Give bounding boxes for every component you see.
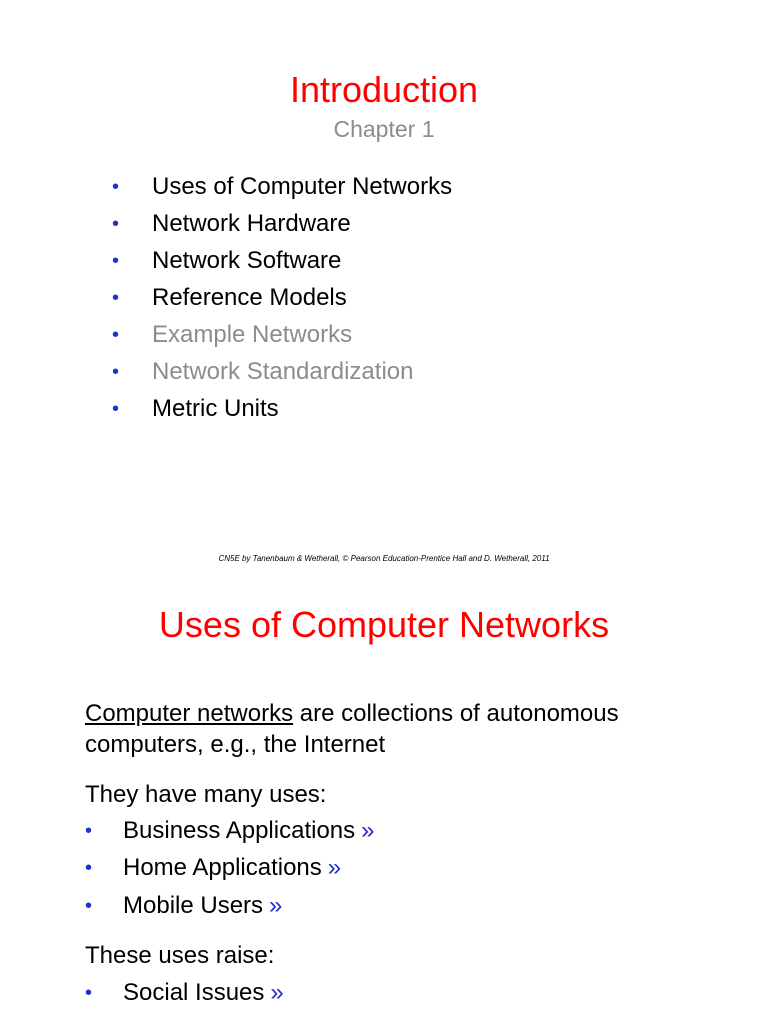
list-item: [0, 392, 768, 426]
list-item-label: Business Applications: [123, 817, 356, 844]
link-arrow-icon[interactable]: »: [327, 854, 342, 881]
list-item: [0, 355, 768, 389]
list-item-label: Home Applications: [123, 854, 322, 881]
bullet-icon: •: [112, 398, 120, 420]
list-item-label: Network Hardware: [152, 210, 351, 237]
slide-subtitle: Chapter 1: [333, 116, 435, 142]
bullet-icon: •: [112, 287, 120, 309]
list-item-label: Network Standardization: [152, 358, 414, 385]
bullet-icon: •: [112, 250, 120, 272]
bullet-icon: •: [85, 820, 93, 842]
list-item: [0, 976, 768, 1010]
bullet-icon: •: [112, 176, 120, 198]
list-item: [0, 318, 768, 352]
slide-title: Uses of Computer Networks: [158, 604, 610, 645]
bullet-icon: •: [112, 213, 120, 235]
intro-text: are collections of autonomous: [293, 700, 619, 727]
list-item-label: Mobile Users: [123, 892, 264, 919]
list-item-label: Social Issues: [123, 979, 265, 1006]
list-item-label: Uses of Computer Networks: [152, 173, 453, 200]
list-item-label: Example Networks: [152, 321, 353, 348]
bullet-icon: •: [112, 324, 120, 346]
list-item: [0, 851, 768, 885]
list-item-label: Metric Units: [152, 395, 279, 422]
copyright-footer: CN5E by Tanenbaum & Wetherall, © Pearson Education-Prentice Hall and D. Wetherall, 2011: [218, 554, 550, 563]
link-arrow-icon[interactable]: »: [269, 892, 283, 919]
intro-term: Computer networks: [85, 700, 294, 727]
bullet-icon: •: [112, 361, 120, 383]
list-item: [0, 281, 768, 315]
link-arrow-icon[interactable]: »: [270, 979, 284, 1006]
list-item: [0, 207, 768, 241]
uses-heading: They have many uses:: [85, 781, 327, 808]
bullet-icon: •: [85, 857, 93, 879]
list-item-label: Reference Models: [152, 284, 347, 311]
bullet-icon: •: [85, 982, 93, 1004]
list-item: [0, 170, 768, 204]
list-item-label: Network Software: [152, 247, 342, 274]
intro-paragraph-line-2: computers, e.g., the Internet: [85, 731, 386, 758]
intro-paragraph: [85, 698, 619, 729]
list-item: [0, 814, 768, 848]
link-arrow-icon[interactable]: »: [361, 817, 375, 844]
list-item: [0, 244, 768, 278]
bullet-icon: •: [85, 895, 93, 917]
raise-heading: These uses raise:: [85, 942, 275, 969]
list-item: [0, 889, 768, 923]
slide-title: Introduction: [289, 69, 479, 110]
